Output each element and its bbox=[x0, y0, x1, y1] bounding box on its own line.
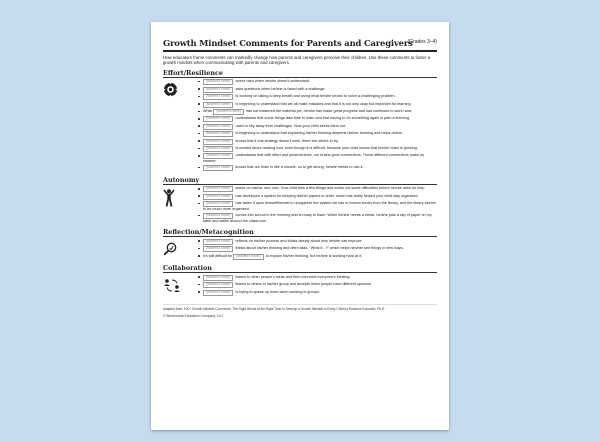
section-collaboration bbox=[163, 264, 437, 297]
comment-prefix: It's still difficult for bbox=[203, 253, 233, 258]
student-name-placeholder: (student's name) bbox=[203, 213, 233, 219]
student-name-placeholder: (student's name) bbox=[203, 131, 233, 137]
comment-item bbox=[197, 102, 437, 108]
comment-text: understands that with effort and perseverance, our brains grow connections. These different connections make us smarter. bbox=[203, 153, 424, 164]
comment-item bbox=[197, 165, 437, 171]
section-body bbox=[163, 239, 437, 261]
comment-item bbox=[197, 254, 437, 260]
comment-text: listens to other people's ideas and then connects everyone's thinking. bbox=[235, 274, 351, 279]
student-name-placeholder: (student's name) bbox=[203, 275, 233, 281]
section-rule bbox=[163, 77, 437, 78]
student-name-placeholder: (student's name) bbox=[203, 139, 233, 145]
comment-item bbox=[197, 275, 437, 281]
comment-text: is beginning to understand that explaining his/her thinking deepens his/her learning and helps others. bbox=[235, 131, 403, 136]
comment-item bbox=[197, 131, 437, 137]
student-name-placeholder: (student's name) bbox=[203, 246, 233, 252]
comment-item bbox=[197, 124, 437, 130]
brain-gear-icon bbox=[163, 79, 197, 172]
comment-text: listens to others in his/her group and accepts when people have different opinions. bbox=[235, 282, 372, 287]
section-body bbox=[163, 275, 437, 297]
student-name-placeholder: (student's name) bbox=[203, 153, 233, 159]
comment-item bbox=[197, 146, 437, 152]
comment-text: has developed a system for keeping his/her papers in order, which has really helped your child stay organized. bbox=[235, 193, 419, 198]
comment-item bbox=[197, 87, 437, 93]
intro-paragraph: How educators frame comments can markedly change how parents and caregivers perceive their children. Use these comments to foster a growth mindset when communicating with parents and caregivers. bbox=[163, 54, 431, 66]
comment-item bbox=[197, 109, 437, 115]
student-name-placeholder: (student's name) bbox=[203, 165, 233, 171]
student-name-placeholder: (student's name) bbox=[203, 79, 233, 85]
grade-level: (Grades 3–4) bbox=[407, 39, 437, 45]
comment-item bbox=[197, 282, 437, 288]
comment-item bbox=[197, 116, 437, 122]
comment-text: reflects on his/her process and thinks deeply about how he/she can improve. bbox=[235, 238, 363, 243]
comment-list bbox=[197, 79, 437, 172]
comment-text: is beginning to understand that we all make mistakes and that it is not only okay but important for learning. bbox=[235, 101, 412, 106]
comment-item bbox=[197, 79, 437, 85]
section-title: Collaboration bbox=[163, 264, 212, 273]
comment-text: used to shy away from challenges. Now your child seeks them out. bbox=[235, 123, 347, 128]
comment-item bbox=[197, 239, 437, 245]
student-name-placeholder: (student's name) bbox=[203, 124, 233, 130]
student-name-placeholder: (student's name) bbox=[203, 282, 233, 288]
section-body bbox=[163, 79, 437, 172]
student-name-placeholder: (student's name) bbox=[203, 94, 233, 100]
magnifier-icon bbox=[163, 239, 197, 261]
student-name-placeholder: (student's name) bbox=[203, 102, 233, 108]
comment-item bbox=[197, 213, 437, 223]
comment-item bbox=[197, 186, 437, 192]
section-rule bbox=[163, 236, 437, 237]
comment-text: thinks about his/her thinking and often asks, “What if...?” which helps him/her see things in new ways. bbox=[235, 246, 404, 251]
student-name-placeholder: (student's name) bbox=[203, 87, 233, 93]
comment-item bbox=[197, 290, 437, 296]
student-name-placeholder: (student's name) bbox=[233, 254, 263, 260]
comment-text: has not mastered the material yet, he/she has made great progress and has continued to work hard. bbox=[245, 109, 413, 113]
comment-list bbox=[197, 275, 437, 297]
comment-text: is trying to speak up more when working in groups. bbox=[235, 289, 320, 294]
comment-item bbox=[197, 153, 437, 163]
section-title: Reflection/Metacognition bbox=[163, 228, 254, 237]
comment-text: is working on taking a deep breath and using what he/she knows to solve a challenging problem. bbox=[235, 94, 396, 99]
comment-text: to explain his/her thinking, but he/she is working hard at it. bbox=[265, 253, 363, 258]
people-exchange-icon bbox=[163, 275, 197, 297]
student-name-placeholder: (student's name) bbox=[213, 109, 243, 115]
comment-list bbox=[197, 239, 437, 261]
section-body bbox=[163, 186, 437, 225]
student-name-placeholder: (student's name) bbox=[203, 290, 233, 296]
student-name-placeholder: (student's name) bbox=[203, 201, 233, 207]
comment-item bbox=[197, 201, 437, 211]
page-title: Growth Mindset Comments for Parents and Caregivers bbox=[163, 38, 413, 48]
comment-prefix: While bbox=[203, 109, 213, 113]
comment-text: knows that if one strategy doesn't work, there are others to try. bbox=[235, 138, 339, 143]
section-rule bbox=[163, 184, 437, 185]
header bbox=[163, 38, 437, 49]
title-rule bbox=[163, 50, 437, 52]
comment-text: works on his/her own now. Your child tries a few things and works out some difficulties before he/she asks for help. bbox=[235, 186, 426, 191]
student-name-placeholder: (student's name) bbox=[203, 194, 233, 200]
student-name-placeholder: (student's name) bbox=[203, 186, 233, 192]
worksheet-page bbox=[151, 22, 449, 430]
section-autonomy bbox=[163, 176, 437, 225]
section-title: Effort/Resilience bbox=[163, 68, 223, 77]
comment-item bbox=[197, 94, 437, 100]
comment-text: asks questions when he/she is faced with a challenge. bbox=[235, 86, 326, 91]
student-name-placeholder: (student's name) bbox=[203, 239, 233, 245]
section-title: Autonomy bbox=[163, 175, 200, 184]
comment-item bbox=[197, 139, 437, 145]
comment-text: knows that our brain is like a muscle, so to get strong, he/she needs to use it. bbox=[235, 165, 364, 170]
section-rule bbox=[163, 272, 437, 273]
source-note: Adapted from: 100+ Growth Mindset Comments: The Right Words at the Right Time to Develop a Growth Mindset in Every Child by Roxanne Kurowski, Ph.D. bbox=[163, 304, 437, 311]
section-reflection-metacognition bbox=[163, 228, 437, 261]
comment-text: is excited about reading now, even though it is difficult, because your child knows that his/her brain is growing. bbox=[235, 146, 418, 151]
person-arms-raised-icon bbox=[163, 186, 197, 225]
student-name-placeholder: (student's name) bbox=[203, 116, 233, 122]
comment-list bbox=[197, 186, 437, 225]
comment-text: works hard when he/she doesn't understand. bbox=[235, 79, 311, 84]
copyright: © Benchmark Education Company, LLC bbox=[163, 314, 223, 319]
section-effort-resilience bbox=[163, 69, 437, 173]
comment-text: understands that some things take time to learn and that having to do something again is part of learning. bbox=[235, 116, 410, 121]
comment-text: comes into school in the morning and is ready to learn. When he/she needs a break, he/she puts a slip of paper on my table and walks around the classroom. bbox=[203, 213, 432, 224]
comment-text: has taken it upon himself/herself to reorganize the system we use to borrow books from the library, and the library seems to be much more organized. bbox=[203, 201, 436, 212]
comment-item bbox=[197, 194, 437, 200]
comment-item bbox=[197, 246, 437, 252]
sections-container bbox=[163, 69, 437, 297]
student-name-placeholder: (student's name) bbox=[203, 146, 233, 152]
